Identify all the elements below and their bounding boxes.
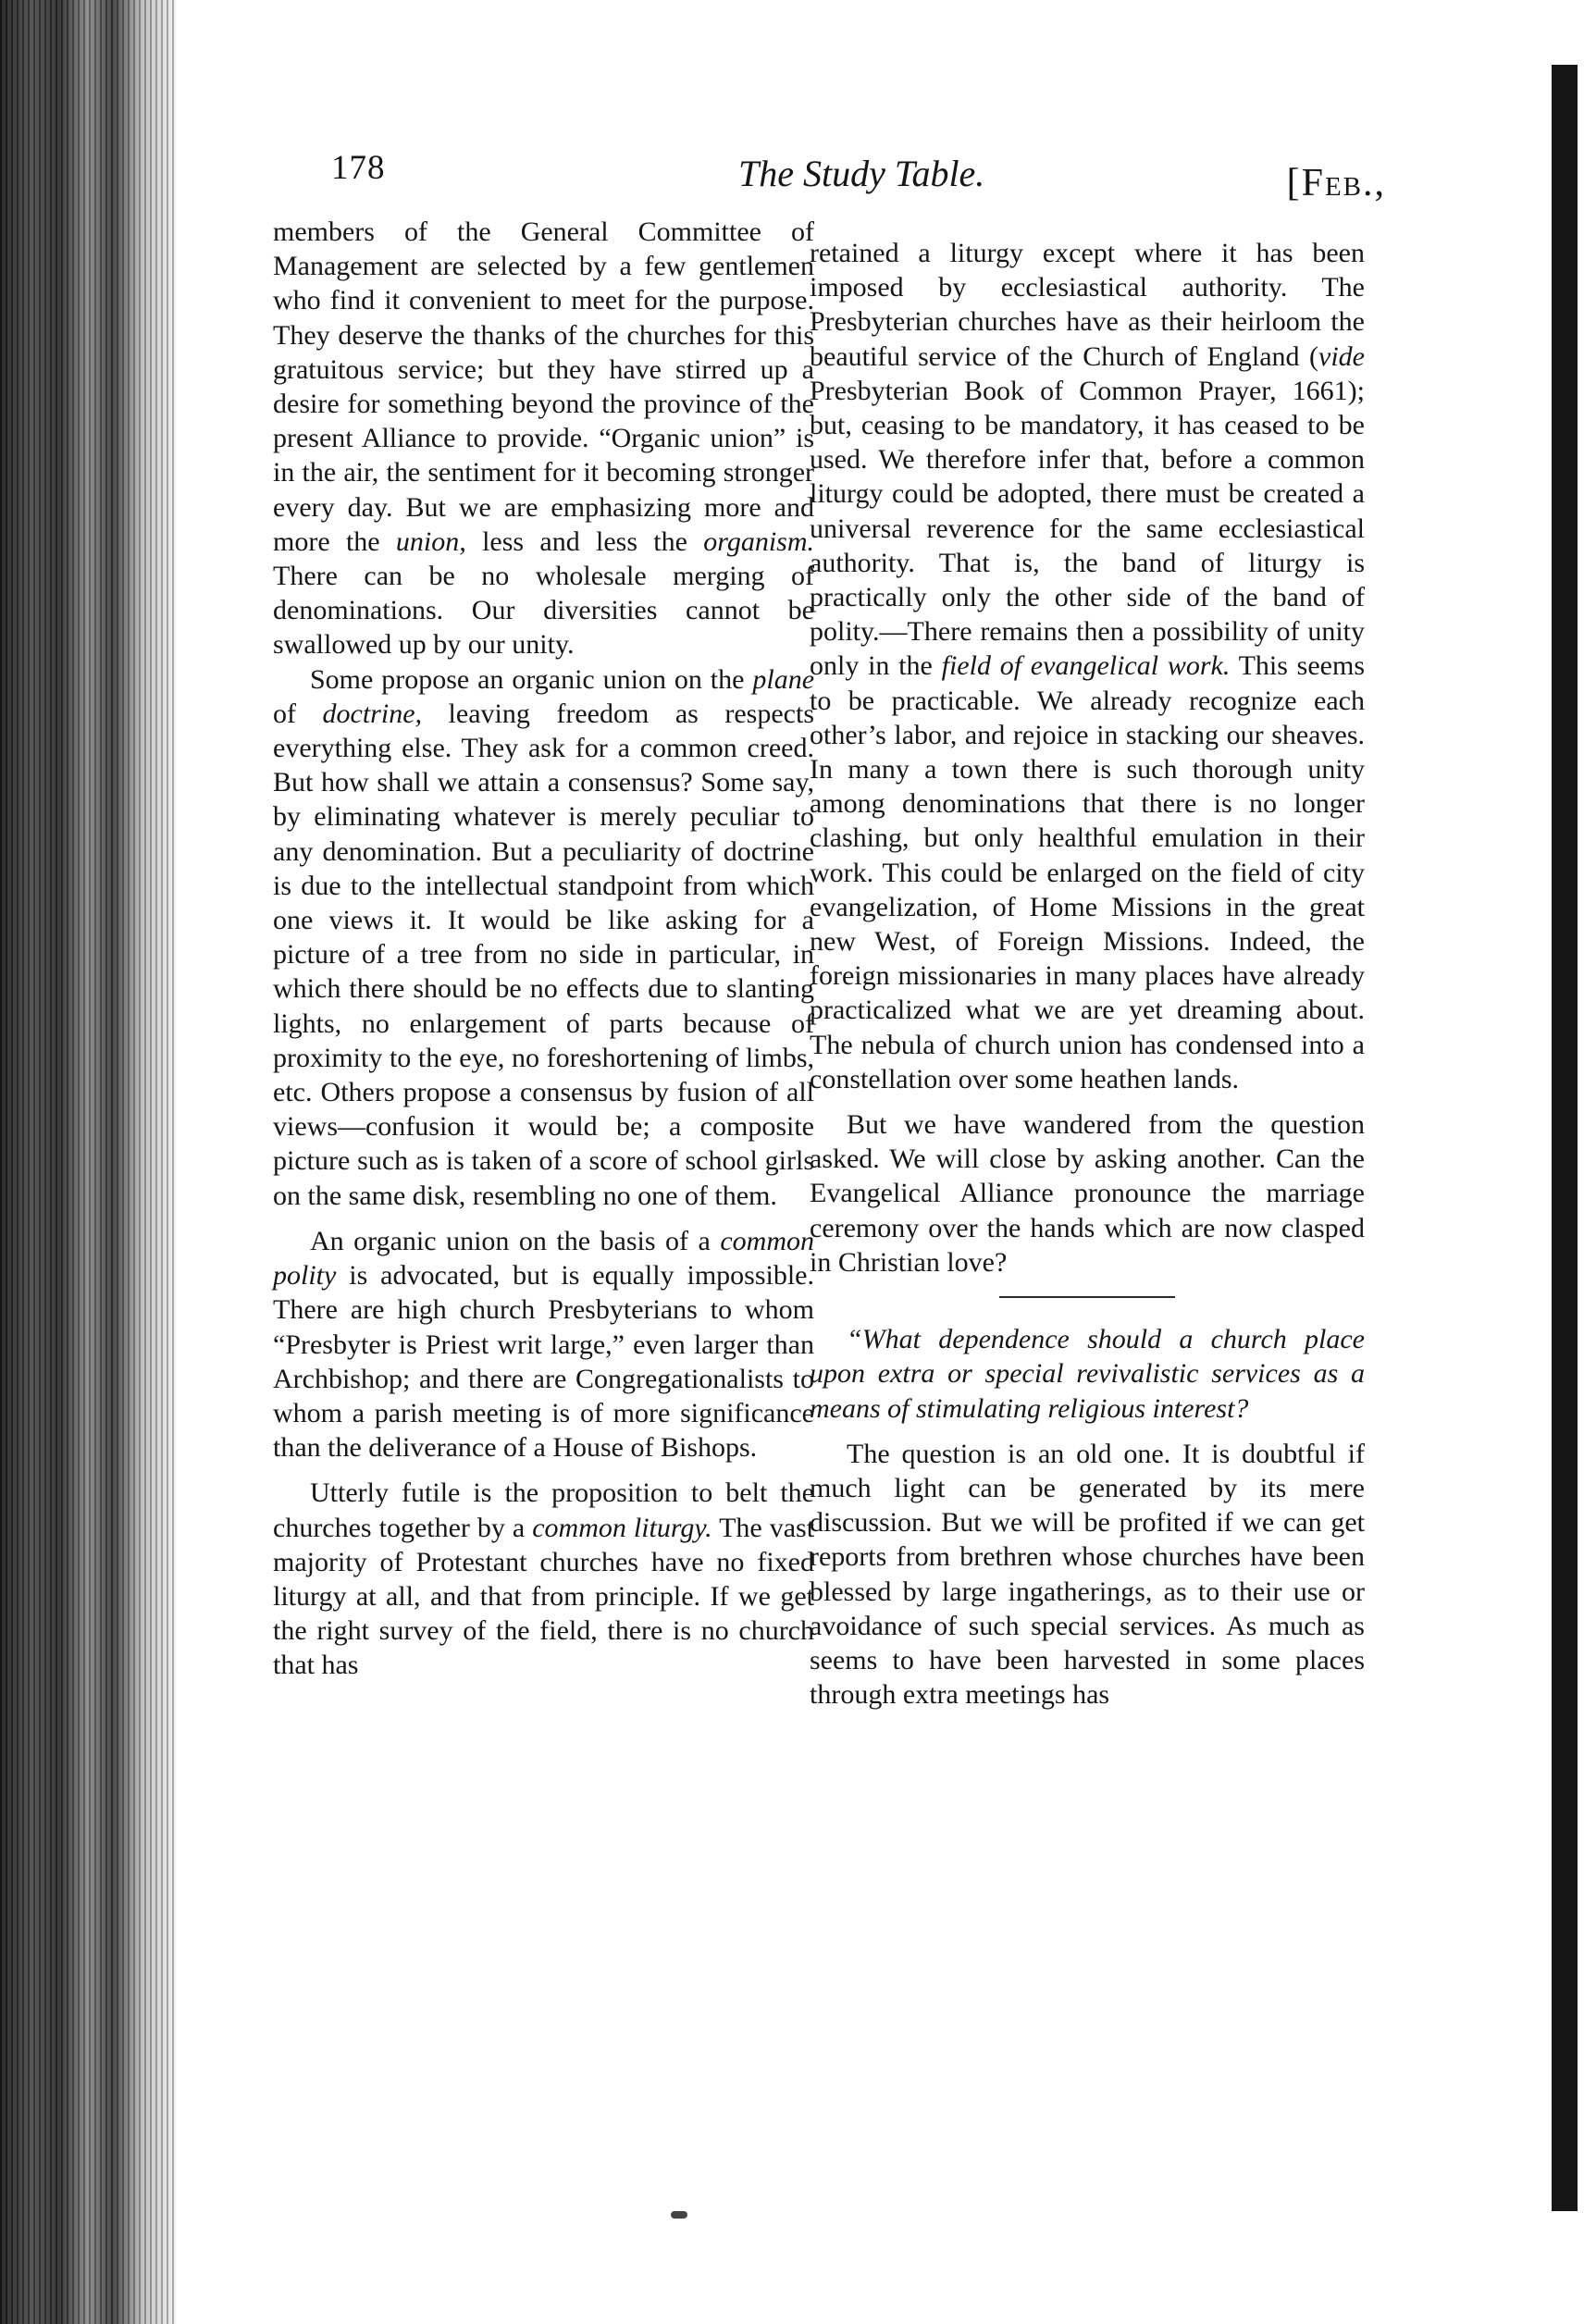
book-spine-edge <box>0 0 176 2324</box>
paragraph: But we have wandered from the question asked. We will close by asking another. Can the Evangelical Alliance pronounce the marriage ceremony over the hands which are now clasped in Christian love? <box>810 1109 1365 1278</box>
left-column <box>273 215 814 1683</box>
right-column <box>810 236 1365 1712</box>
page-right-edge <box>1533 0 1584 2324</box>
paragraph: Utterly futile is the proposition to belt the churches together by a common liturgy. The vast majority of Protestant churches have no fixed liturgy at all, and that from principle. If we get the right survey of the field, there is no church that has <box>273 1477 815 1681</box>
paragraph: An organic union on the basis of a common polity is advocated, but is equally impossible. There are high church Presbyterians to whom “Presbyter is Priest writ large,” even larger than Archbishop; and there are Congregationalists to whom a parish meeting is of more significance than the deliverance of a House of Bishops. <box>273 1225 814 1464</box>
section-divider <box>999 1296 1175 1298</box>
paragraph: retained a liturgy except where it has been imposed by ecclesiastical authority. The Presbyterian churches have as their heirloom the beautiful service of the Church of England (vide Presbyterian Book of Common Prayer, 1661); but, ceasing to be mandatory, it has ceased to be used. We therefore infer that, before a common liturgy could be adopted, there must be created a universal reverence for the same ecclesiastical authority. That is, the band of liturgy is practically only the other side of the band of polity.—There remains then a possibility of unity only in the field of evangelical work. This seems to be practicable. We already recognize each other’s labor, and rejoice in stacking our sheaves. In many a town there is such thorough unity among denominations that there is no longer clashing, but only healthful emulation in their work. This could be enlarged on the field of city evangelization, of Home Missions in the great new West, of Foreign Missions. Indeed, the foreign missionaries in many places have already practicalized what we are yet dreaming about. The nebula of church union has condensed into a constellation over some heathen lands. <box>810 238 1365 1094</box>
running-head <box>331 148 1386 204</box>
paragraph: The question is an old one. It is doubtful if much light can be generated by its mere discussion. But we will be profited if we can get reports from brethren whose churches have been blessed by large ingatherings, as to their use or avoidance of such special services. As much as seems to have been harvested in some places through extra meetings has <box>810 1438 1365 1711</box>
ink-fleck <box>671 2211 687 2219</box>
page-number: 178 <box>331 149 386 187</box>
running-title: The Study Table. <box>738 153 985 194</box>
month-mark: [Feb., <box>1286 162 1386 204</box>
section-question: “What dependence should a church place upon extra or special revivalistic services as a means of stimulating religious interest? <box>810 1324 1365 1424</box>
paragraph: members of the General Committee of Management are selected by a few gentlemen who find it convenient to meet for the purpose. They deserve the thanks of the churches for this gratuitous service; but they have stirred up a desire for something beyond the province of the present Alliance to provide. “Organic union” is in the air, the sentiment for it becoming stronger every day. But we are emphasizing more and more the union, less and less the organism. There can be no wholesale merging of denominations. Our diversities cannot be swallowed up by our unity. <box>273 216 815 661</box>
paragraph: Some propose an organic union on the plane of doctrine, leaving freedom as respects everything else. They ask for a common creed. But how shall we attain a consensus? Some say, by eliminating whatever is merely peculiar to any denomination. But a peculiarity of doctrine is due to the intellectual standpoint from which one views it. It would be like asking for a picture of a tree from no side in particular, in which there should be no effects due to slanting lights, no enlargement of parts because of proximity to the eye, no foreshortening of limbs, etc. Others propose a consensus by fusion of all views—confusion it would be; a composite picture such as is taken of a score of school girls on the same disk, resembling no one of them. <box>273 663 815 1211</box>
